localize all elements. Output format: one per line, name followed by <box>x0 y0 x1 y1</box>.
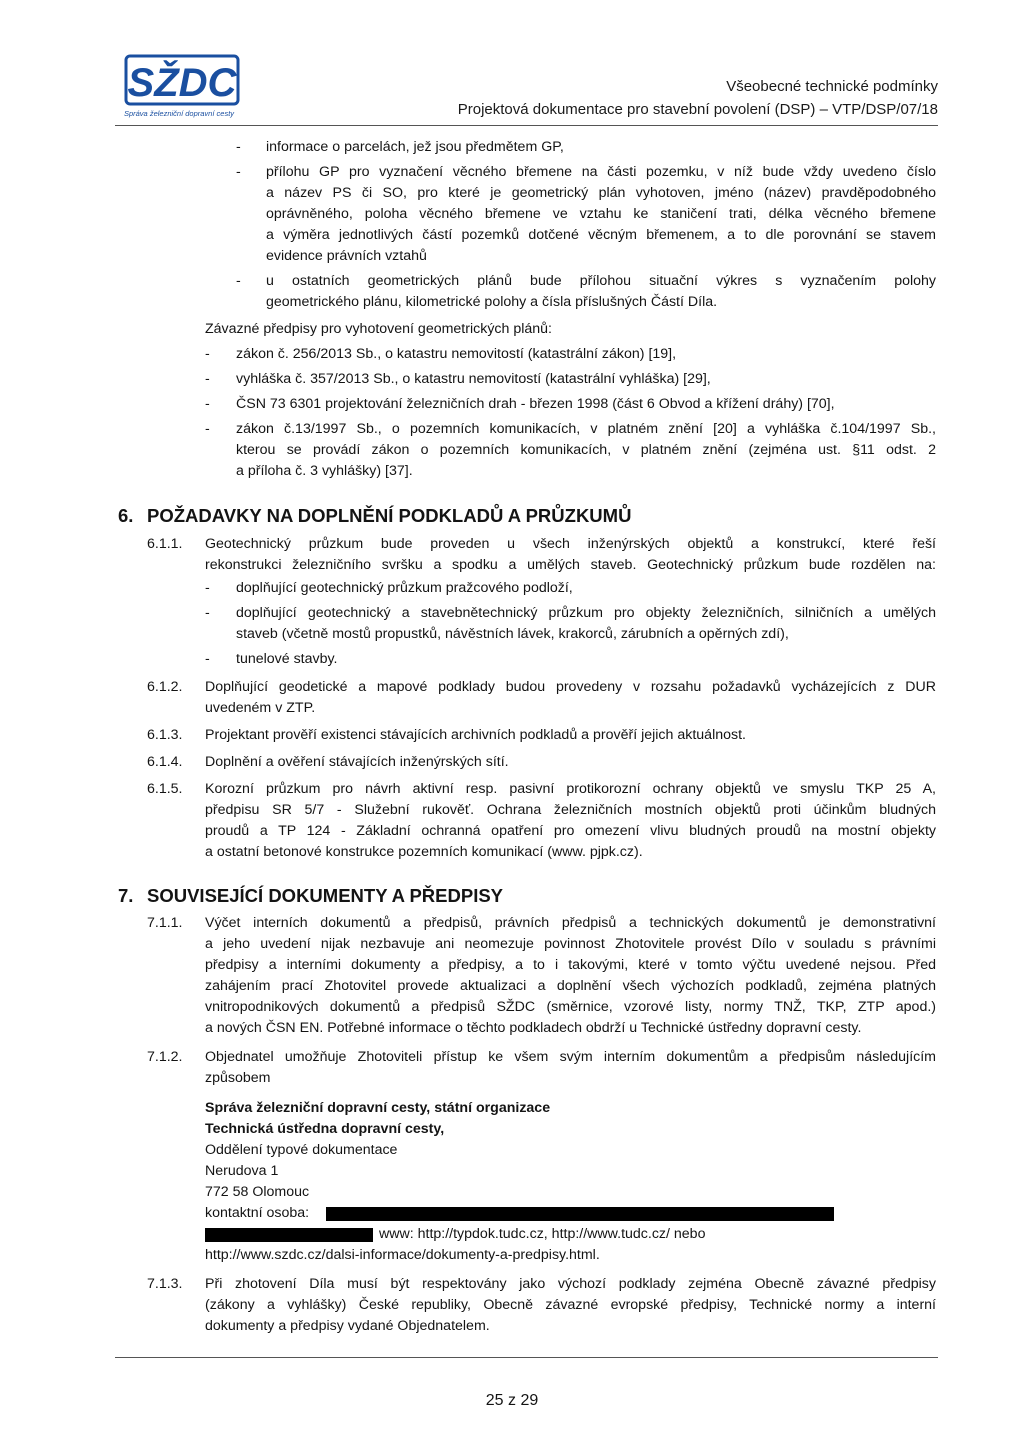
list-item: tunelové stavby. <box>236 651 338 667</box>
bullet-gp-line3: oprávněného, poloha věcného břemene ve vztahu ke staničení trati, délka věcného břemene <box>266 206 936 222</box>
paragraph-text: uvedeném v ZTP. <box>205 700 316 716</box>
bullet-gp-line2: a název PS či SO, pro které je geometrický plán vyhotoven, jméno (název) pravděpodobného <box>266 185 936 201</box>
bullet-dash: - <box>236 139 241 155</box>
address-department: Technická ústředna dopravní cesty, <box>205 1121 445 1137</box>
paragraph-number: 6.1.5. <box>147 781 183 797</box>
section-number: 7. <box>118 885 134 906</box>
header-divider <box>115 125 938 126</box>
paragraph-text: Korozní průzkum pro návrh aktivní resp. pasivní protikorozní ochrany objektů ve smyslu TKP 25 A, <box>205 781 936 797</box>
paragraph-text: proudů a TP 124 - Základní ochranná opatření pro omezení vlivu bludných proudů na mostní objekty <box>205 823 936 839</box>
szdc-logo <box>116 54 242 122</box>
logo-subtitle: Správa železniční dopravní cesty <box>123 109 235 118</box>
bullet-dash: - <box>236 164 241 180</box>
paragraph-text: předpisy a interními dokumenty a předpisy, a to i takovými, které v tomto výčtu uvedené nejsou. Před <box>205 957 936 973</box>
section-title: POŽADAVKY NA DOPLNĚNÍ PODKLADŮ A PRŮZKUMŮ <box>147 505 632 526</box>
paragraph-text: a nových ČSN EN. Potřebné informace o těchto podkladech obdrží u Technické ústředny dopravní cesty. <box>205 1020 862 1036</box>
bullet-gp-line1: přílohu GP pro vyznačení věcného břemene na části pozemku, v níž bude vždy uvedeno číslo <box>266 164 936 180</box>
paragraph-number: 6.1.4. <box>147 754 183 770</box>
paragraph-text: (zákony a vyhlášky) České republiky, Obecně závazné evropské předpisy, Technické normy a interní <box>205 1297 936 1313</box>
regulations-intro: Závazné předpisy pro vyhotovení geometrických plánů: <box>205 321 552 337</box>
section-number: 6. <box>118 505 134 526</box>
paragraph-number: 6.1.1. <box>147 536 183 552</box>
paragraph-text: rekonstrukci železničního svršku a spodku a umělých staveb. Geotechnický průzkum bude rozdělen na: <box>205 557 936 573</box>
paragraph-text: dokumenty a předpisy vydané Objednatelem. <box>205 1318 490 1334</box>
header-subtitle: Projektová dokumentace pro stavební povolení (DSP) – VTP/DSP/07/18 <box>457 101 938 118</box>
section-title: SOUVISEJÍCÍ DOKUMENTY A PŘEDPISY <box>147 885 504 906</box>
logo-text: SŽDC <box>127 61 237 105</box>
paragraph-text: a ostatní betonové konstrukce pozemních komunikací (www. pjpk.cz). <box>205 844 643 860</box>
paragraph-text: Výčet interních dokumentů a předpisů, právních předpisů a technických dokumentů je demonstrativní <box>205 915 936 931</box>
bullet-dash: - <box>205 371 210 387</box>
list-item: doplňující geotechnický průzkum pražcového podloží, <box>236 580 573 596</box>
page-number: 25 z 29 <box>485 1392 539 1409</box>
bullet-dash: - <box>236 273 241 289</box>
bullet-gp-line5: evidence právních vztahů <box>266 248 427 264</box>
paragraph-text: Projektant prověří existenci stávajících archivních podkladů a prověří jejich aktuálnost. <box>205 727 746 743</box>
redaction-bar <box>205 1228 373 1242</box>
paragraph-text: Doplnění a ověření stávajících inženýrských sítí. <box>205 754 509 770</box>
paragraph-number: 6.1.3. <box>147 727 183 743</box>
web-links: www: http://typdok.tudc.cz, http://www.tudc.cz/ nebo <box>379 1226 706 1242</box>
regulation-item: ČSN 73 6301 projektování železničních drah - březen 1998 (část 6 Obvod a křížení dráhy) [70], <box>236 396 835 412</box>
address-office: Oddělení typové dokumentace <box>205 1142 398 1158</box>
paragraph-text: a jeho uvedení nijak nezbavuje ani neomezuje povinnost Zhotovitele provést Dílo v souladu s právními <box>205 936 936 952</box>
paragraph-text: zahájením prací Zhotovitel provede aktualizaci a doplnění všech výchozích podkladů, zejména platných <box>205 978 936 994</box>
bullet-dash: - <box>205 580 210 596</box>
web-link-szdc: http://www.szdc.cz/dalsi-informace/dokumenty-a-predpisy.html. <box>205 1247 600 1263</box>
bullet-dash: - <box>205 605 210 621</box>
redaction-bar <box>326 1207 834 1221</box>
regulation-item-line1: zákon č.13/1997 Sb., o pozemních komunikacích, v platném znění [20] a vyhláška č.104/1997 Sb., <box>236 421 936 437</box>
regulation-item: vyhláška č. 357/2013 Sb., o katastru nemovitostí (katastrální vyhláška) [29], <box>236 371 711 387</box>
paragraph-number: 7.1.2. <box>147 1049 183 1065</box>
paragraph-text: vnitropodnikových dokumentů a předpisů SŽDC (směrnice, vzorové listy, normy TNŽ, TKP, ZTP apod.) <box>205 999 936 1015</box>
regulation-item-line2: kterou se provádí zákon o pozemních komunikacích, v platném znění (zejména ust. §11 odst. 2 <box>236 442 936 458</box>
bullet-dash: - <box>205 346 210 362</box>
address-street: Nerudova 1 <box>205 1163 279 1179</box>
paragraph-text: způsobem <box>205 1070 271 1086</box>
paragraph-text: Geotechnický průzkum bude proveden u všech inženýrských objektů a konstrukcí, které řeší <box>205 536 936 552</box>
paragraph-text: Doplňující geodetické a mapové podklady budou provedeny v rozsahu požadavků vycházejících z DUR <box>205 679 936 695</box>
paragraph-number: 6.1.2. <box>147 679 183 695</box>
bullet-other-gp-line2: geometrického plánu, kilometrické polohy a čísla příslušných Částí Díla. <box>266 294 718 310</box>
footer-divider <box>115 1357 938 1358</box>
header-title: Všeobecné technické podmínky <box>726 78 938 95</box>
regulation-item: zákon č. 256/2013 Sb., o katastru nemovitostí (katastrální zákon) [19], <box>236 346 677 362</box>
list-item-line2: staveb (včetně mostů propustků, návěstních lávek, krakorců, zárubních a opěrných zdí), <box>236 626 789 642</box>
bullet-parcels: informace o parcelách, jež jsou předmětem GP, <box>266 139 564 155</box>
paragraph-text: předpisu SR 5/7 - Služební rukověť. Ochrana železničních mostních objektů proti účinkům bludných <box>205 802 936 818</box>
bullet-dash: - <box>205 421 210 437</box>
list-item-line1: doplňující geotechnický a stavebnětechnický průzkum pro objekty železničních, silničních a umělých <box>236 605 936 621</box>
paragraph-text: Objednatel umožňuje Zhotoviteli přístup ke všem svým interním dokumentům a předpisům následujícím <box>205 1049 936 1065</box>
address-city: 772 58 Olomouc <box>205 1184 310 1200</box>
bullet-gp-line4: a výměra jednotlivých částí pozemků dotčené věcným břemenem, a to dle porovnání se stavem <box>266 227 936 243</box>
paragraph-number: 7.1.3. <box>147 1276 183 1292</box>
bullet-other-gp-line1: u ostatních geometrických plánů bude přílohou situační výkres s vyznačením polohy <box>266 273 936 289</box>
regulation-item-line3: a příloha č. 3 vyhlášky) [37]. <box>236 463 413 479</box>
paragraph-text: Při zhotovení Díla musí být respektovány jako výchozí podklady zejména Obecně závazné předpisy <box>205 1276 936 1292</box>
bullet-dash: - <box>205 651 210 667</box>
bullet-dash: - <box>205 396 210 412</box>
address-organization: Správa železniční dopravní cesty, státní organizace <box>205 1100 551 1116</box>
paragraph-number: 7.1.1. <box>147 915 183 931</box>
contact-person-label: kontaktní osoba: <box>205 1205 310 1221</box>
